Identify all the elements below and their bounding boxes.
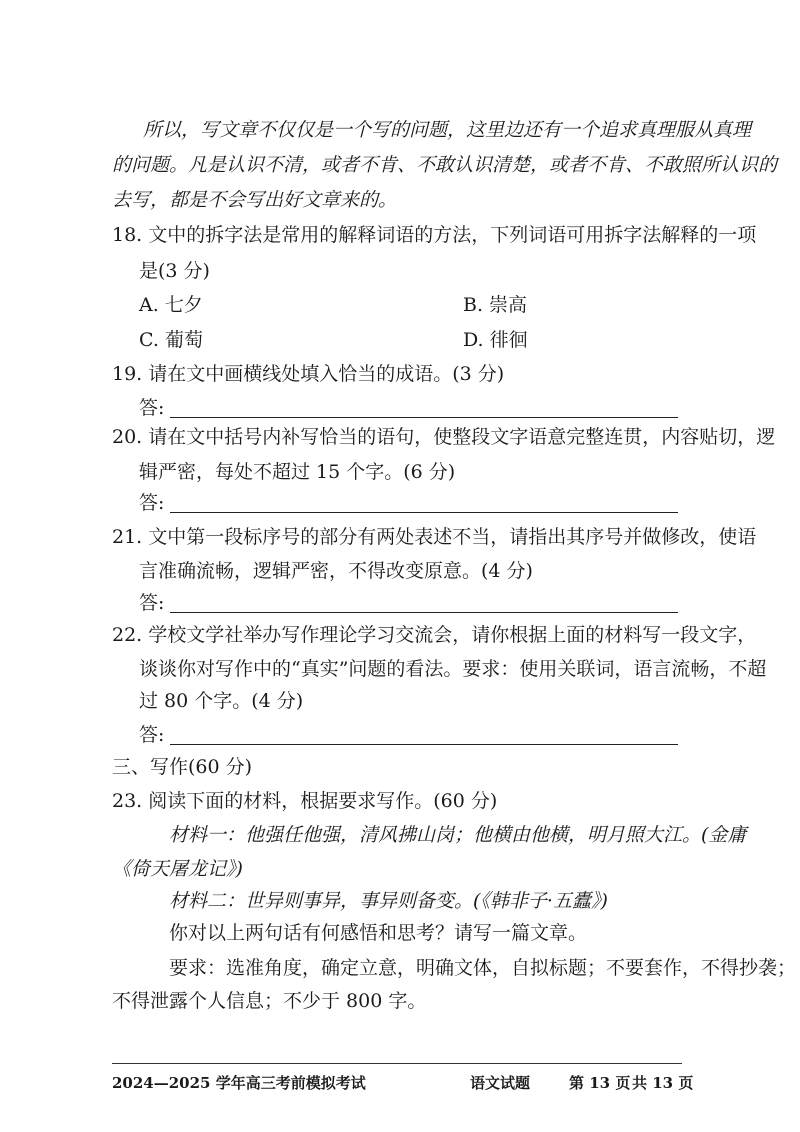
q23-requirements-line-2: 不得泄露个人信息；不少于 800 字。	[112, 990, 427, 1012]
q21-answer-line	[170, 612, 678, 613]
footer-rule	[112, 1063, 682, 1064]
q20-stem-line-2: 辑严密，每处不超过 15 个字。(6 分)	[139, 461, 456, 483]
q20-answer-line	[170, 512, 678, 513]
q22-stem-line-3: 过 80 个字。(4 分)	[139, 690, 304, 712]
q18-stem-line-2: 是(3 分)	[139, 260, 210, 282]
q20-stem-line-1: 20. 请在文中括号内补写恰当的语句，使整段文字语意完整连贯，内容贴切，逻	[112, 426, 776, 448]
q22-answer-label: 答:	[139, 724, 165, 746]
q22-answer-line	[170, 744, 678, 745]
q18-option-d: D. 徘徊	[463, 329, 528, 351]
section-3-heading: 三、写作(60 分)	[112, 756, 253, 778]
q23-material-1-line-2: 《倚天屠龙记》)	[112, 858, 243, 880]
q19-answer-line	[170, 417, 678, 418]
passage-line-3: 去写，都是不会写出好文章来的。	[112, 189, 398, 211]
q21-answer-label: 答:	[139, 592, 165, 614]
q22-stem-line-1: 22. 学校文学社举办写作理论学习交流会，请你根据上面的材料写一段文字，	[112, 624, 757, 646]
q23-material-1-line-1: 材料一：他强任他强，清风拂山岗；他横由他横，明月照大江。(金庸	[169, 824, 747, 846]
footer-subject: 语文试题	[470, 1074, 531, 1092]
q18-option-a: A. 七夕	[139, 294, 203, 316]
q19-answer-label: 答:	[139, 397, 165, 419]
q22-stem-line-2: 谈谈你对写作中的“真实”问题的看法。要求：使用关联词，语言流畅，不超	[139, 658, 767, 680]
q23-requirements-line-1: 要求：选准角度，确定立意，明确文体，自拟标题；不要套作，不得抄袭；	[169, 957, 797, 979]
footer-total-pages: 共 13 页	[632, 1074, 694, 1092]
q18-option-b: B. 崇高	[463, 294, 528, 316]
q18-option-c: C. 葡萄	[139, 329, 203, 351]
q23-prompt: 你对以上两句话有何感悟和思考？请写一篇文章。	[169, 922, 588, 944]
q20-answer-label: 答:	[139, 492, 165, 514]
q21-stem-line-2: 言准确流畅，逻辑严密，不得改变原意。(4 分)	[139, 560, 533, 582]
passage-line-2: 的问题。凡是认识不清，或者不肯、不敢认识清楚，或者不肯、不敢照所认识的	[112, 154, 778, 176]
q19-stem: 19. 请在文中画横线处填入恰当的成语。(3 分)	[112, 363, 505, 385]
q18-stem-line-1: 18. 文中的拆字法是常用的解释词语的方法，下列词语可用拆字法解释的一项	[112, 224, 757, 246]
footer-page-number: 第 13 页	[569, 1074, 631, 1092]
footer-exam-name: 2024—2025 学年高三考前模拟考试	[112, 1074, 366, 1092]
q21-stem-line-1: 21. 文中第一段标序号的部分有两处表述不当，请指出其序号并做修改，使语	[112, 526, 757, 548]
q23-material-2: 材料二：世异则事异，事异则备变。(《韩非子·五蠹》)	[169, 890, 608, 912]
passage-line-1: 所以，写文章不仅仅是一个写的问题，这里边还有一个追求真理服从真理	[143, 119, 752, 141]
q23-stem: 23. 阅读下面的材料，根据要求写作。(60 分)	[112, 790, 498, 812]
